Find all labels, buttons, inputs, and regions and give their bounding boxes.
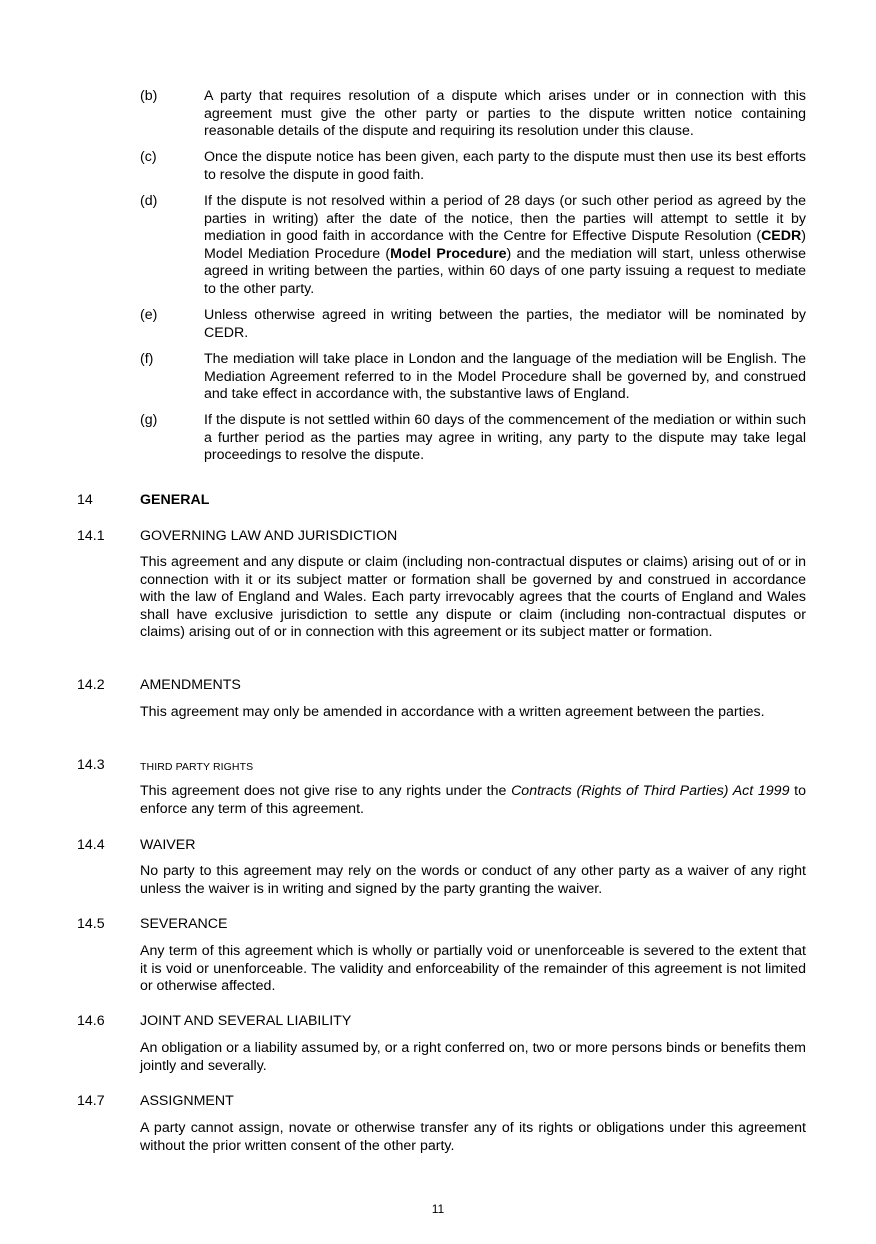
section-title: GENERAL [140, 492, 210, 508]
item-text: If the dispute is not settled within 60 days of the commencement of the mediation or within such a further period as the parties may agree in writing, any party to the dispute may take legal proceedings to resolve the dispute. [204, 412, 806, 463]
act-title: Contracts (Rights of Third Parties) Act 1999 [511, 783, 790, 799]
model-procedure-term: Model Procedure [390, 245, 507, 262]
clause-number: 14.5 [77, 916, 105, 932]
clause-body: This agreement and any dispute or claim (including non-contractual disputes or claims) arising out of or in connection with it or its subject matter or formation shall be governed by and construed in accordance with the law of England and Wales. Each party irrevocably agrees that the courts of England and Wales shall have exclusive jurisdiction to settle any dispute or claim (including non-contractual disputes or claims) arising out of or in connection with this agreement or its subject matter or formation. [140, 554, 806, 640]
clause-number: 14.4 [77, 837, 105, 853]
clause-body: No party to this agreement may rely on the words or conduct of any other party as a waiver of any right unless the waiver is in writing and signed by the party granting the waiver. [140, 863, 806, 897]
clause-heading: AMENDMENTS [140, 677, 241, 693]
clause-number: 14.3 [77, 757, 105, 773]
item-label: (c) [140, 149, 157, 165]
clause-body: An obligation or a liability assumed by, or a right conferred on, two or more persons binds or benefits them jointly and severally. [140, 1040, 806, 1074]
clause-heading: WAIVER [140, 837, 196, 853]
clause-number: 14.6 [77, 1013, 105, 1029]
item-label: (f) [140, 351, 154, 367]
item-label: (e) [140, 307, 158, 323]
clause-number: 14.7 [77, 1093, 105, 1109]
item-text: The mediation will take place in London and the language of the mediation will be English. The Mediation Agreement referred to in the Model Procedure shall be governed by, and construed and take effect in accordance with, the substantive laws of England. [204, 351, 806, 402]
clause-heading: SEVERANCE [140, 916, 228, 932]
clause-heading: JOINT AND SEVERAL LIABILITY [140, 1013, 352, 1029]
clause-number: 14.2 [77, 677, 105, 693]
clause-number: 14.1 [77, 528, 105, 544]
item-text: A party that requires resolution of a dispute which arises under or in connection with this agreement must give the other party or parties to the dispute written notice containing reasonable details of the dispute and requiring its resolution under this clause. [204, 88, 806, 139]
clause-body: A party cannot assign, novate or otherwise transfer any of its rights or obligations under this agreement without the prior written consent of the other party. [140, 1120, 806, 1154]
clause-heading: THIRD PARTY RIGHTS [140, 761, 254, 773]
clause-body: Any term of this agreement which is wholly or partially void or unenforceable is severed to the extent that it is void or unenforceable. The validity and enforceability of the remainder of this agreement is not limited or otherwise affected. [140, 943, 806, 994]
clause-heading: ASSIGNMENT [140, 1093, 234, 1109]
item-text: Unless otherwise agreed in writing between the parties, the mediator will be nominated by CEDR. [204, 307, 806, 341]
item-text: If the dispute is not resolved within a period of 28 days (or such other period as agreed by the parties in writing) after the date of the notice, then the parties will attempt to settle it by mediation in good faith in accordance with the Centre for Effective Dispute Resolution (CEDR) Model Mediation Procedure (Model Procedure) and the mediation will start, unless otherwise agreed in writing between the parties, within 60 days of one party issuing a request to mediate to the other party. [204, 193, 806, 297]
item-text: Once the dispute notice has been given, each party to the dispute must then use its best efforts to resolve the dispute in good faith. [204, 149, 806, 183]
section-number: 14 [77, 492, 93, 508]
item-label: (b) [140, 88, 158, 104]
cedr-term: CEDR [761, 228, 802, 244]
clause-heading: GOVERNING LAW AND JURISDICTION [140, 528, 398, 544]
clause-body: This agreement does not give rise to any rights under the Contracts (Rights of Third Parties) Act 1999 to enforce any term of this agreement. [140, 783, 806, 817]
clause-body: This agreement may only be amended in accordance with a written agreement between the parties. [140, 704, 765, 720]
item-label: (g) [140, 412, 158, 428]
item-label: (d) [140, 193, 158, 209]
page-number: 11 [431, 1202, 445, 1216]
